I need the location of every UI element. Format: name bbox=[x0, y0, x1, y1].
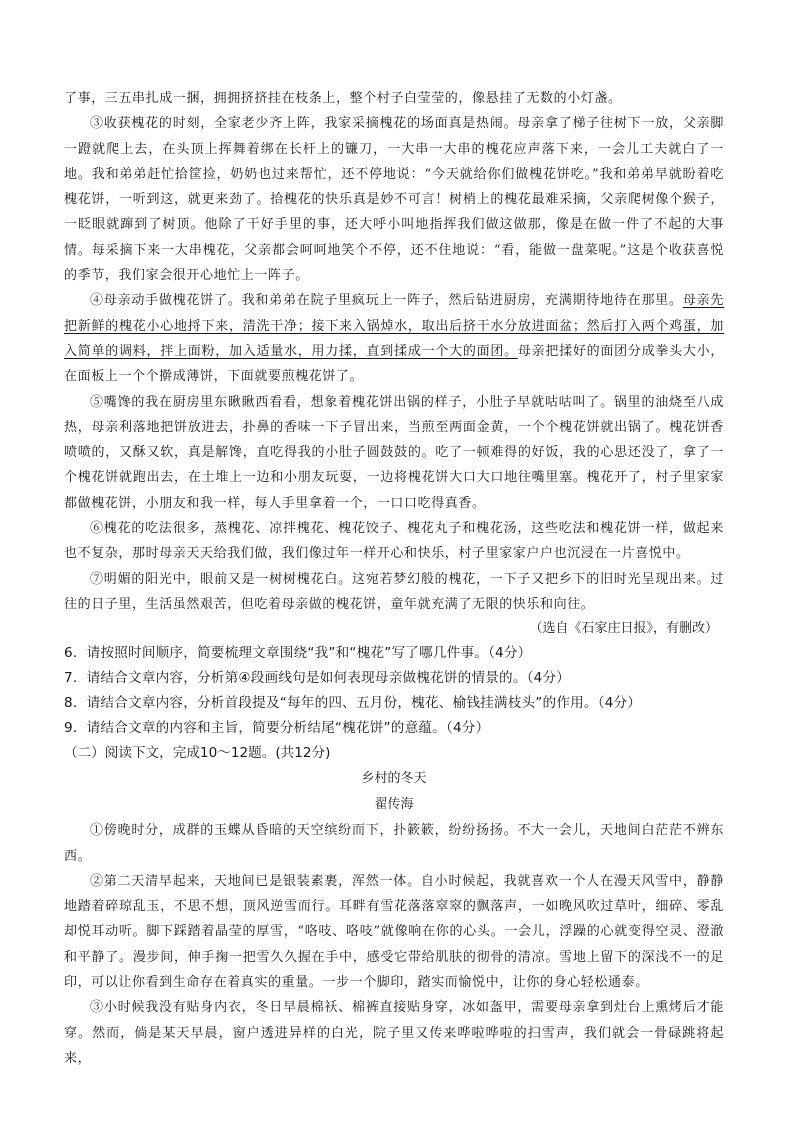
article-title: 乡村的冬天 bbox=[361, 771, 427, 787]
question-7: 7．请结合文章内容，分析第④段画线句是如何表现母亲做槐花饼的情景的。（4分） bbox=[64, 670, 571, 687]
article-paragraph-4 bbox=[64, 288, 724, 389]
article-author: 翟传海 bbox=[374, 797, 414, 813]
question-8: 8．请结合文章内容，分析首段提及“每年的四、五月份，槐花、榆钱挂满枝头”的作用。（4分） bbox=[64, 695, 642, 712]
article2-paragraph-1: ①傍晚时分，成群的玉蝶从昏暗的天空缤纷而下，扑簌簌，纷纷扬扬。不大一会儿，天地间白茫茫不辨东西。 bbox=[64, 823, 724, 864]
article-paragraph-3: ③收获槐花的时刻，全家老少齐上阵，我家采摘槐花的场面真是热闹。母亲拿了梯子往树下一放，父亲脚一蹬就爬上去，在头顶上挥舞着绑在长杆上的镰刀，一大串一大串的槐花应声落下来，一会儿工夫就白了一地。我和弟弟赶忙拾筐捡，奶奶也过来帮忙，还不停地说：“今天就给你们做槐花饼吃。”我和弟弟早就盼着吃槐花饼，一听到这，就更来劲了。拾槐花的快乐真是妙不可言！树梢上的槐花最难采摘，父亲爬树像个猴子，一眨眼就蹿到了树顶。他除了干好手里的事，还大呼小叫地指挥我们做这做那，像是在做一件了不起的大事情。每采摘下来一大串槐花，父亲都会呵呵地笑个不停，还不住地说：“看，能做一盘菜呢。”这是个收获喜悦的季节，我们家会很开心地忙上一阵子。 bbox=[64, 116, 724, 284]
article2-paragraph-2: ②第二天清早起来，天地间已是银装素裹，浑然一体。自小时候起，我就喜欢一个人在漫天风雪中，静静地踏着碎琼乱玉，不思不想，顶风逆雪而行。耳畔有雪花落落窣窣的飘落声，一如晚风吹过草叶，细碎、零乱却悦耳动听。脚下踩踏着晶莹的厚雪，“咯吱、咯吱”就像响在你的心头。一会儿，浮躁的心就变得空灵、澄澈和平静了。漫步间，伸手掬一把雪久久握在手中，感受它带给肌肤的彻骨的清凉。雪地上留下的深浅不一的足印，可以让你看到生命存在着真实的重量。一步一个脚印，踏实而愉悦中，让你的身心轻松通泰。 bbox=[64, 873, 724, 991]
article-paragraph-6: ⑥槐花的吃法很多，蒸槐花、凉拌槐花、槐花饺子、槐花丸子和槐花汤，这些吃法和槐花饼一样，做起来也不复杂，那时母亲天天给我们做，我们像过年一样开心和快乐，村子里家家户户也沉浸在一片喜悦中。 bbox=[64, 521, 724, 562]
paragraph-4-intro: ④母亲动手做槐花饼了。我和弟弟在院子里疯玩上一阵子，然后钻进厨房，充满期待地待在那里。 bbox=[90, 293, 683, 309]
question-9: 9．请结合文章的内容和主旨，简要分析结尾“槐花饼”的意蕴。（4分） bbox=[64, 720, 490, 737]
article-paragraph-5: ⑤嘴馋的我在厨房里东瞅瞅西看看，想象着槐花饼出锅的样子，小肚子早就咕咕叫了。锅里的油烧至八成热，母亲利落地把饼放进去，扑鼻的香味一下子冒出来，当煎至两面金黄，一个个槐花饼就出锅了。槐花饼香喷喷的，又酥又软，真是解馋，直吃得我的小肚子圆鼓鼓的。吃了一顿难得的好饭，我的心思还没了，拿了一个槐花饼就跑出去，在土堆上一边和小朋友玩耍，一边将槐花饼大口大口地往嘴里塞。槐花开了，村子里家家都做槐花饼，小朋友和我一样，每人手里拿着一个，一口口吃得真香。 bbox=[64, 394, 724, 511]
article2-paragraph-3: ③小时候我没有贴身内衣，冬日早晨棉袄、棉裤直接贴身穿，冰如盔甲，需要母亲拿到灶台上熏烤后才能穿。然而，倘是某天早晨，窗户透进异样的白光，院子里又传来哗啦哗啦的扫雪声，我们就会一骨碌跳将起来， bbox=[64, 1000, 724, 1066]
question-6: 6．请按照时间顺序，简要梳理文章围绕“我”和“槐花”写了哪几件事。（4分） bbox=[64, 645, 532, 662]
article-paragraph-7: ⑦明媚的阳光中，眼前又是一树树槐花白。这宛若梦幻般的槐花，一下子又把乡下的旧时光呈现出来。过往的日子里，生活虽然艰苦，但吃着母亲做的槐花饼，童年就充满了无限的快乐和向往。 bbox=[64, 571, 724, 612]
section-heading: （二）阅读下文，完成10～12题。(共12分) bbox=[64, 745, 331, 762]
article-source: （选自《石家庄日报》，有删改） bbox=[529, 621, 718, 637]
article-paragraph-continued: 了事，三五串扎成一捆，拥拥挤挤挂在枝条上，整个村子白莹莹的，像悬挂了无数的小灯盏。 bbox=[64, 91, 622, 106]
paragraph-4-end: 母亲把揉好的面团分成拳头大小，在面板上一个个擀成薄饼，下面就要煎槐花饼了。 bbox=[64, 343, 724, 385]
underlined-sentence: 母亲先把新鲜的槐花小心地捋下来，清洗干净；接下来入锅焯水，取出后挤干水分放进面盆；然后打入两个鸡蛋，加入简单的调料，拌上面粉，加入适量水，用力揉，直到揉成一个大的面团。 bbox=[64, 293, 724, 359]
